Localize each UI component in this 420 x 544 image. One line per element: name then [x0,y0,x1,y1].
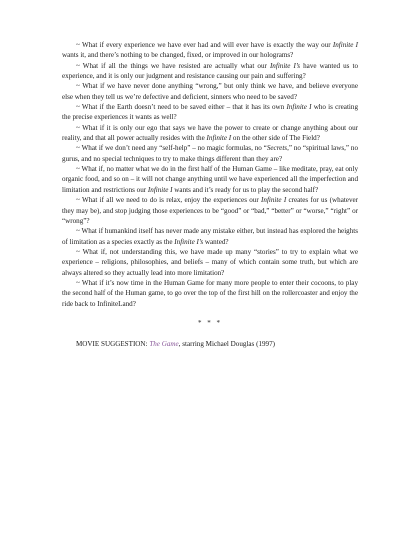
paragraph-text: ,” no “spiritual laws,” no gurus, and no special techniques to try to make things different than they are? [62,144,359,163]
movie-suggestion [62,339,358,349]
paragraph-text: ~ What if, not understanding this, we have made up many “stories” to try to explain what we experience – religions, philosophies, and beliefs – many of which contain some truth, but which are always altered so they actually lead into more limitation? [62,247,358,277]
paragraph-text: wants it, and there’s nothing to be changed, fixed, or improved in our holograms? [62,51,294,60]
emphasis-text: Secrets [266,144,288,153]
paragraph-text: on the other side of The Field? [231,134,320,143]
movie-suggestion-details: , starring Michael Douglas (1997) [178,340,276,349]
paragraph-text: have wanted us to experience, and it is only our judgment and resistance causing our pain and suffering? [62,61,358,81]
paragraph-text: ~ What if humankind itself has never made any mistake either, but instead has explored the heights of limitation as a species exactly as the [62,227,358,246]
movie-suggestion-label: MOVIE SUGGESTION: [76,340,150,349]
paragraph-text: ~ What if we have never done anything “wrong,” but only think we have, and believe everyone else when they tell us we’re defective and deficient, sinners who need to be saved? [62,82,358,101]
paragraph-text: who is creating the precise experiences it wants as well? [62,103,358,122]
paragraph-text: wanted? [203,237,229,246]
question-paragraph [62,81,358,102]
emphasis-text: Infinite I [261,196,287,205]
paragraph-text: ~ What if all we need to do is relax, enjoy the experiences our [76,196,262,205]
question-paragraph [62,143,358,164]
paragraph-text: ~ What if, no matter what we do in the first half of the Human Game – like meditate, pray, eat only organic food, and so on – it will not change anything until we have experienced all the imperfection and limitation and restrictions our [62,165,358,194]
section-separator: * * * [198,318,222,327]
emphasis-text: Infinite I [332,41,359,49]
paragraph-text: ~ What if it’s now time in the Human Game for many more people to enter their cocoons, to play the second half of the Human game, to go over the top of the first hill on the rollercoaster and enjoy the ride back to InfiniteLand? [62,278,358,308]
paragraph-text: wants and it’s ready for us to play the second half? [172,185,319,194]
question-paragraph [62,278,358,309]
emphasis-text: Infinite I [206,134,232,143]
paragraph-text: ~ What if all the things we have resisted are actually what our [76,61,270,70]
question-paragraph [62,102,358,123]
paragraph-text: ~ What if it is only our ego that says we have the power to create or change anything about our reality, and that all power actually resides with the [62,123,358,143]
emphasis-text: Infinite I [286,103,312,112]
emphasis-text: Infinite I’s [174,237,204,246]
question-paragraph [62,195,358,226]
question-paragraph [62,164,358,195]
question-paragraph [62,61,358,82]
question-paragraph [62,247,358,278]
question-paragraph [62,40,358,61]
question-paragraph [62,123,358,144]
page-content [62,40,358,350]
paragraph-text: ~ What if every experience we have ever had and will ever have is exactly the way our [76,41,333,49]
paragraph-text: ~ What if we don’t need any “self-help” – no magic formulas, no “ [76,144,267,153]
paragraph-text: creates for us (whatever they may be), and stop judging those experiences to be “good” or “bad,” “better” or “worse,” “right” or “wrong”? [62,196,359,225]
question-list [62,40,358,309]
question-paragraph [62,226,358,247]
paragraph-text: ~ What if the Earth doesn’t need to be saved either – that it has its own [76,103,287,112]
movie-title: The Game [149,340,179,349]
emphasis-text: Infinite I’s [269,61,301,70]
emphasis-text: Infinite I [147,185,173,194]
